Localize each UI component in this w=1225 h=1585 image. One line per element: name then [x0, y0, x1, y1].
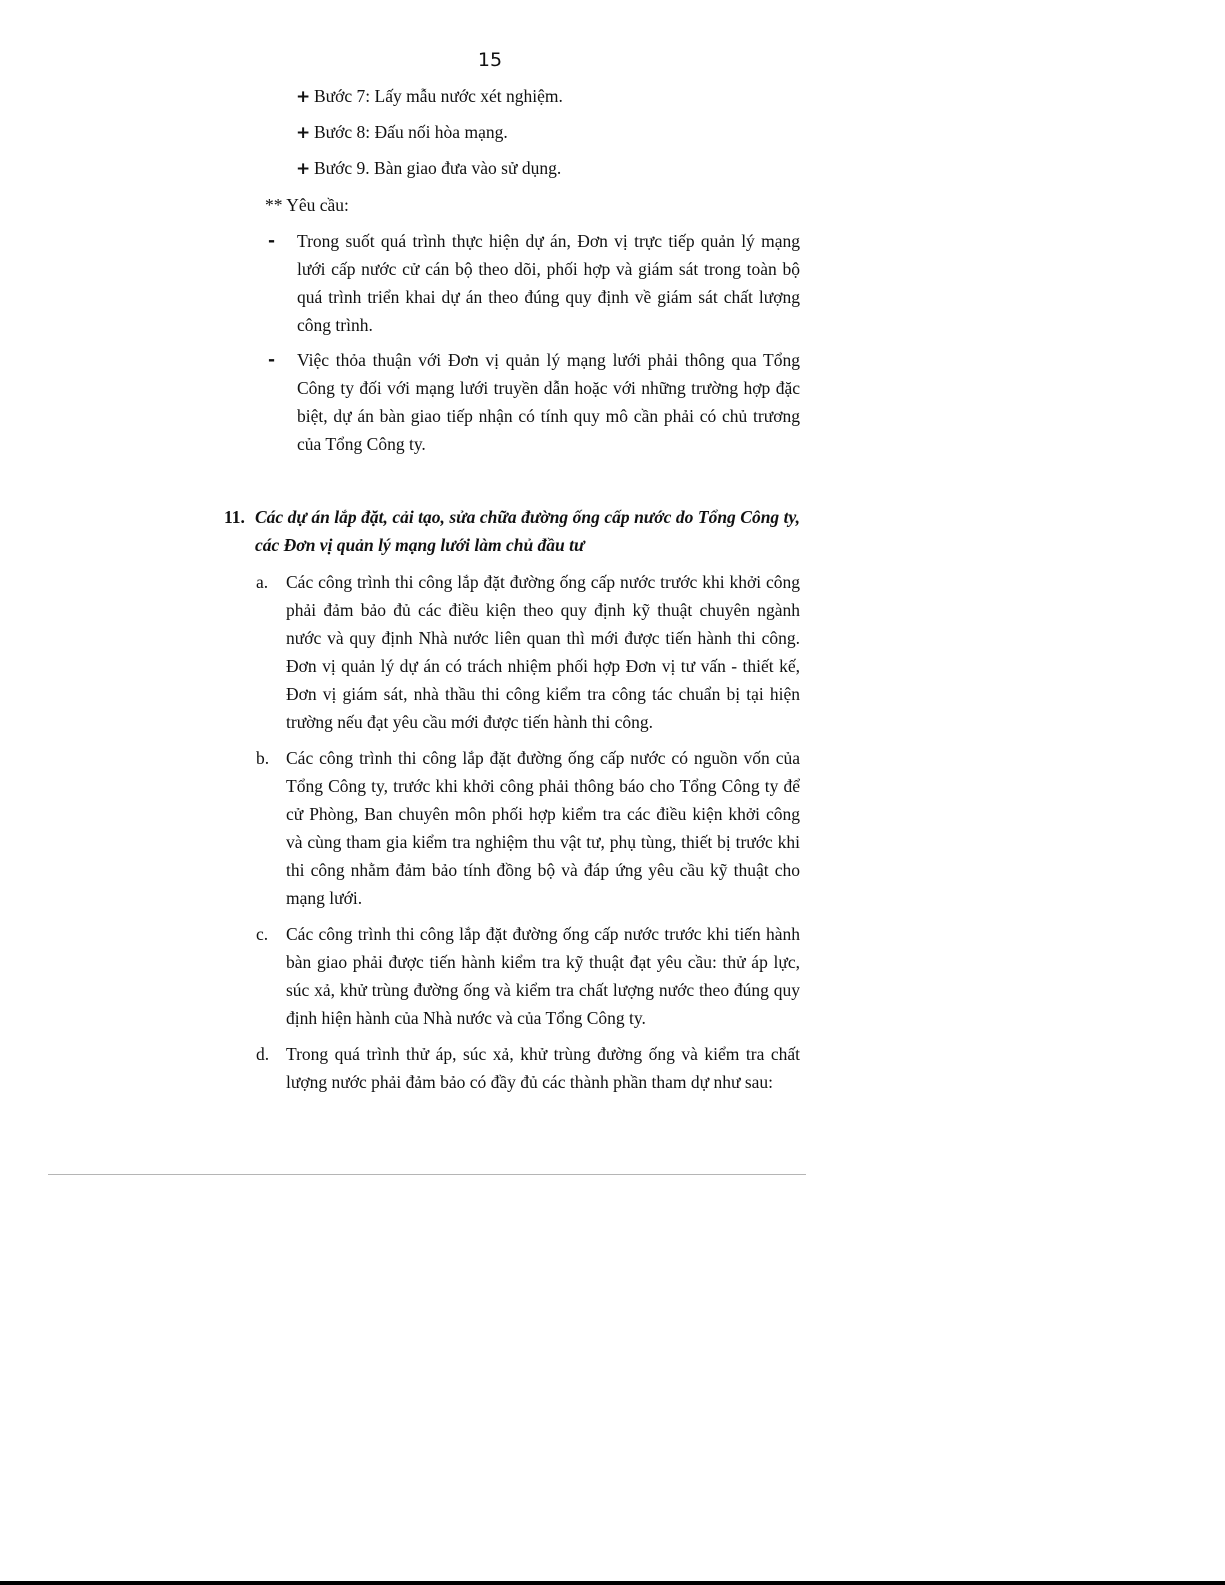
item-text: Trong quá trình thử áp, súc xả, khử trùng đường ống và kiểm tra chất lượng nước phải đảm bảo có đầy đủ các thành phần tham dự như sau: — [286, 1044, 800, 1092]
step-item — [296, 84, 563, 109]
item-letter: d. — [256, 1044, 270, 1064]
item-letter: c. — [256, 924, 269, 944]
plus-bullet-icon: + — [296, 87, 311, 107]
item-letter: b. — [256, 748, 270, 768]
step-text: Bước 7: Lấy mẫu nước xét nghiệm. — [314, 86, 563, 106]
section-title: Các dự án lắp đặt, cải tạo, sửa chữa đường ống cấp nước do Tổng Công ty, các Đơn vị quản lý mạng lưới làm chủ đầu tư — [255, 507, 800, 555]
dash-bullet-icon: - — [268, 231, 276, 251]
item-text: Các công trình thi công lắp đặt đường ống cấp nước trước khi khởi công phải đảm bảo đủ các điều kiện theo quy định kỹ thuật chuyên ngành nước và quy định Nhà nước liên quan thì mới được tiến hành thi công. Đơn vị quản lý dự án có trách nhiệm phối hợp Đơn vị tư vấn - thiết kế, Đơn vị giám sát, nhà thầu thi công kiểm tra công tác chuẩn bị tại hiện trường nếu đạt yêu cầu mới được tiến hành thi công. — [286, 572, 800, 732]
requirements-label: ** Yêu cầu: — [265, 195, 349, 215]
item-text: Các công trình thi công lắp đặt đường ống cấp nước có nguồn vốn của Tổng Công ty, trước khi khởi công phải thông báo cho Tổng Công ty để cử Phòng, Ban chuyên môn phối hợp kiểm tra các điều kiện khởi công và cùng tham gia kiểm tra nghiệm thu vật tư, phụ tùng, thiết bị trước khi thi công nhằm đảm bảo tính đồng bộ và đáp ứng yêu cầu kỹ thuật cho mạng lưới. — [286, 748, 800, 908]
step-text: Bước 8: Đấu nối hòa mạng. — [314, 122, 508, 142]
bottom-edge-bar — [0, 1581, 1225, 1585]
item-text: Các công trình thi công lắp đặt đường ống cấp nước trước khi tiến hành bàn giao phải được tiến hành kiểm tra kỹ thuật đạt yêu cầu: thử áp lực, súc xả, khử trùng đường ống và kiểm tra chất lượng nước theo đúng quy định hiện hành của Nhà nước và của Tổng Công ty. — [286, 924, 800, 1028]
step-text: Bước 9. Bàn giao đưa vào sử dụng. — [314, 158, 562, 178]
requirement-text: Việc thỏa thuận với Đơn vị quản lý mạng lưới phải thông qua Tổng Công ty đối với mạng lưới truyền dẫn hoặc với những trường hợp đặc biệt, dự án bàn giao tiếp nhận có tính quy mô cần phải có chủ trương của Tổng Công ty. — [297, 350, 800, 454]
page-number: 15 — [477, 49, 503, 71]
plus-bullet-icon: + — [296, 159, 311, 179]
step-item — [296, 156, 561, 181]
dash-bullet-icon: - — [268, 350, 276, 370]
requirement-text: Trong suốt quá trình thực hiện dự án, Đơn vị trực tiếp quản lý mạng lưới cấp nước cử cán bộ theo dõi, phối hợp và giám sát trong toàn bộ quá trình triển khai dự án theo đúng quy định về giám sát chất lượng công trình. — [297, 231, 800, 335]
step-item — [296, 120, 508, 145]
item-letter: a. — [256, 572, 269, 592]
page-divider — [48, 1174, 806, 1175]
plus-bullet-icon: + — [296, 123, 311, 143]
section-number: 11. — [224, 507, 245, 527]
